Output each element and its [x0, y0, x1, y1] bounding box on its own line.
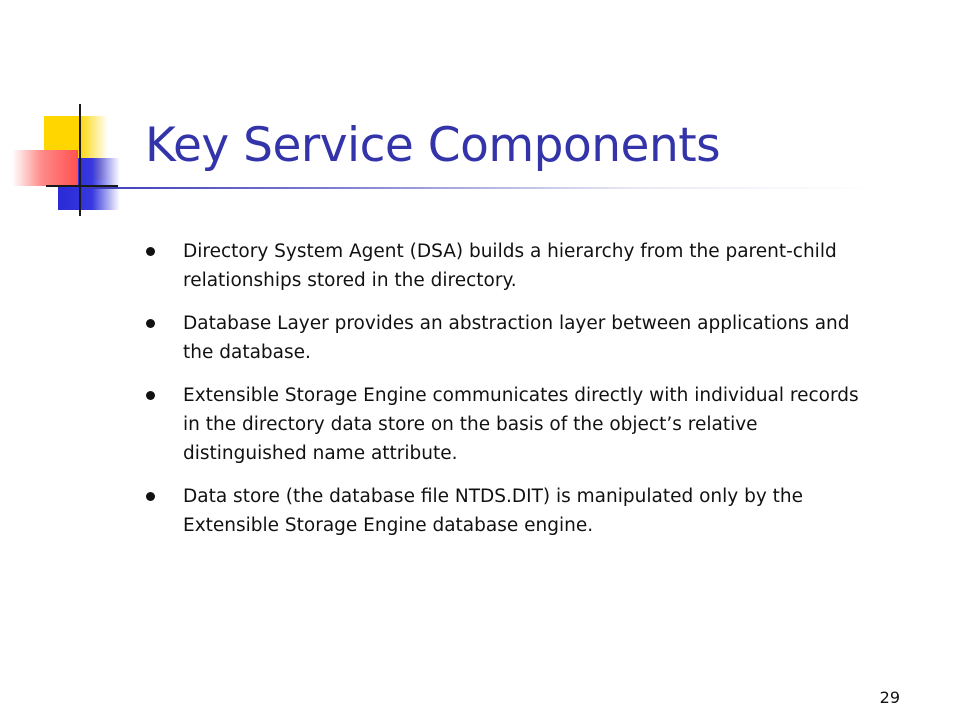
title-underline — [86, 187, 876, 189]
decorative-red-bar — [12, 150, 78, 186]
bullet-text: Database Layer provides an abstraction layer between applications and the database. — [183, 313, 850, 363]
bullet-dot-icon — [146, 247, 155, 256]
bullet-dot-icon — [146, 492, 155, 501]
bullet-text: Data store (the database file NTDS.DIT) is manipulated only by the Extensible Storage Engine database engine. — [183, 486, 804, 536]
bullet-item — [145, 237, 865, 295]
bullet-dot-icon — [146, 391, 155, 400]
slide-title: Key Service Components — [145, 118, 721, 173]
page-number: 29 — [879, 688, 900, 707]
decorative-vertical-line — [79, 104, 81, 216]
bullet-item — [145, 381, 865, 468]
bullet-list — [145, 237, 865, 554]
bullet-item — [145, 482, 865, 540]
bullet-item — [145, 309, 865, 367]
bullet-text: Directory System Agent (DSA) builds a hierarchy from the parent-child relationships stored in the directory. — [183, 241, 837, 291]
bullet-dot-icon — [146, 319, 155, 328]
bullet-text: Extensible Storage Engine communicates directly with individual records in the directory data store on the basis of the object’s relative distinguished name attribute. — [183, 385, 859, 464]
